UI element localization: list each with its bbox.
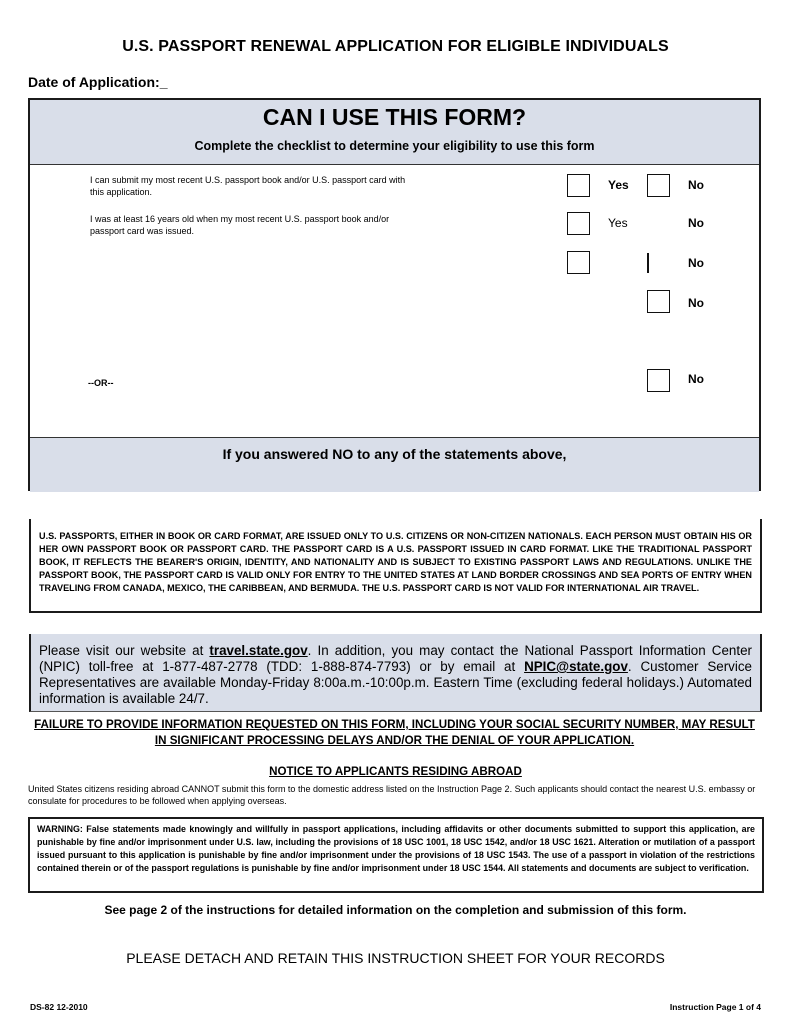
contact-text-2: . In addition, you may contact the National Passport Information Center (NPIC) toll-free at 1-877-487-2778 (TDD: 1-888-874-7793) or by email at [39,643,752,674]
page-title: U.S. PASSPORT RENEWAL APPLICATION FOR ELIGIBLE INDIVIDUALS [122,38,669,55]
statement-4-no-label: No [688,296,704,310]
date-of-application: Date of Application:_ [28,74,168,90]
statement-1-no-checkbox[interactable] [647,174,670,197]
statement-1: I can submit my most recent U.S. passport book and/or U.S. passport card with this application. [90,175,406,197]
or-label: --OR-- [88,378,114,388]
passport-info-block: U.S. PASSPORTS, EITHER IN BOOK OR CARD FORMAT, ARE ISSUED ONLY TO U.S. CITIZENS OR NON-CITIZEN NATIONALS. EACH PERSON MUST OBTAIN HIS OR HER OWN PASSPORT BOOK OR PASSPORT CARD. THE PASSPORT CARD IS A U.S. PASSPORT ISSUED IN CARD FORMAT. LIKE THE TRADITIONAL PASSPORT BOOK, IT REFLECTS THE BEARER'S ORIGIN, IDENTITY, AND NATIONALITY AND IS SUBJECT TO EXISTING PASSPORT LAWS AND REGULATIONS. UNLIKE THE PASSPORT BOOK, THE PASSPORT CARD IS VALID ONLY FOR ENTRY TO THE UNITED STATES AT LAND BORDER CROSSINGS AND SEA PORTS OF ENTRY WHEN TRAVELING FROM CANADA, MEXICO, THE CARIBBEAN, AND BERMUDA. THE U.S. PASSPORT CARD IS NOT VALID FOR INTERNATIONAL AIR TRAVEL. [29,519,762,613]
statement-3-yes-checkbox[interactable] [567,251,590,274]
abroad-text: United States citizens residing abroad CANNOT submit this form to the domestic address listed on the Instruction Page 2. Such applicants should contact the nearest U.S. embassy or consulate for procedures to be followed when applying overseas. [28,784,756,806]
contact-text-1: Please visit our website at [39,643,210,658]
statement-3-no-checkbox-partial[interactable] [647,253,649,273]
eligibility-subheading: Complete the checklist to determine your eligibility to use this form [194,139,595,153]
statement-2-yes-checkbox[interactable] [567,212,590,235]
statement-4-no-checkbox[interactable] [647,290,670,313]
failure-notice: FAILURE TO PROVIDE INFORMATION REQUESTED ON THIS FORM, INCLUDING YOUR SOCIAL SECURITY NUMBER, MAY RESULT IN SIGNIFICANT PROCESSING DELAYS AND/OR THE DENIAL OF YOUR APPLICATION. [34,718,755,747]
website-link[interactable]: travel.state.gov [209,643,308,658]
form-id: DS-82 12-2010 [30,1002,88,1012]
abroad-heading: NOTICE TO APPLICANTS RESIDING ABROAD [269,765,522,778]
see-page-note: See page 2 of the instructions for detailed information on the completion and submission of this form. [104,903,687,917]
statement-5-no-checkbox[interactable] [647,369,670,392]
warning-block: WARNING: False statements made knowingly and willfully in passport applications, including affidavits or other documents submitted to support this application, are punishable by fine and/or imprisonment under U.S. law, including the provisions of 18 USC 1001, 18 USC 1542, and/or 18 USC 1621. Alteration or mutilation of a passport issued pursuant to this application is punishable by fine and/or imprisonment under the provisions of 18 USC 1543. The use of a passport in violation of the restrictions contained therein or of the passport regulations is punishable by fine and/or imprisonment under 18 USC 1544. All statements and documents are subject to verification. [28,817,764,893]
statement-1-yes-label: Yes [608,178,629,192]
page-number: Instruction Page 1 of 4 [669,1002,761,1012]
eligibility-heading: CAN I USE THIS FORM? [262,104,527,130]
statement-2: I was at least 16 years old when my most recent U.S. passport book and/or passport card was issued. [90,214,390,236]
eligibility-footer: If you answered NO to any of the statements above, [222,446,567,462]
detach-note: PLEASE DETACH AND RETAIN THIS INSTRUCTION SHEET FOR YOUR RECORDS [126,950,665,966]
contact-text-3: . Customer Service Representatives are available Monday-Friday 8:00a.m.-10:00p.m. Eastern Time (excluding federal holidays.) Automated information is available 24/7. [39,659,752,706]
statement-5-no-label: No [688,372,704,386]
statement-3-no-label: No [688,256,704,270]
statement-2-yes-label: Yes [608,216,628,230]
contact-block [29,634,762,712]
statement-1-yes-checkbox[interactable] [567,174,590,197]
statement-1-no-label: No [688,178,704,192]
email-link[interactable]: NPIC@state.gov [524,659,628,674]
statement-2-no-label: No [688,216,704,230]
